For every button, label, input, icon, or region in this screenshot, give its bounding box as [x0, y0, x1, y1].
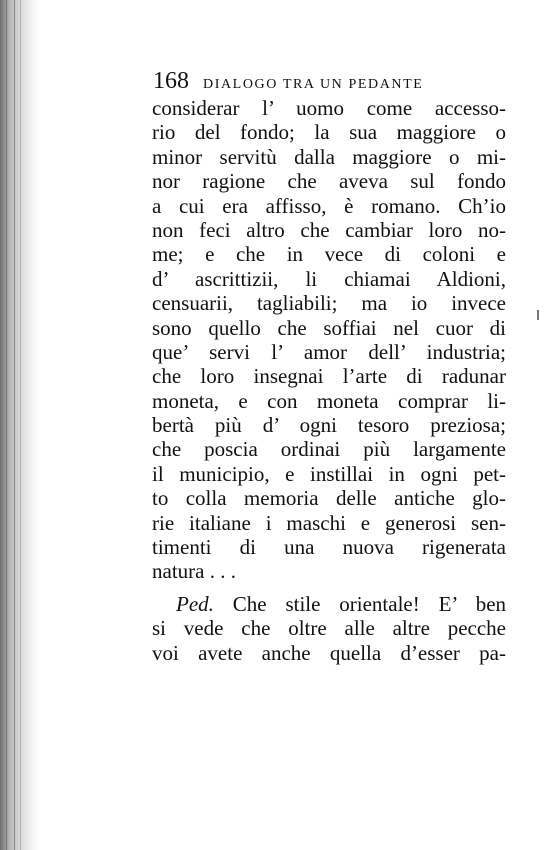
text-line: to colla memoria delle antiche glo-: [152, 486, 506, 511]
speech-text: Che stile orientale! E’ ben: [232, 591, 507, 616]
text-line: che poscia ordinai più largamente: [152, 437, 506, 462]
text-line: che loro insegnai l’arte di radunar: [152, 364, 506, 389]
spine-crease: [14, 0, 15, 850]
text-line: nor ragione che aveva sul fondo: [152, 169, 506, 194]
page-number: 168: [153, 68, 189, 94]
page-header: [153, 68, 503, 94]
text-line: sono quello che soffiai nel cuor di: [152, 315, 506, 340]
text-line: me; e che in vece di coloni e: [152, 242, 506, 267]
text-line: que’ servi l’ amor dell’ industria;: [152, 339, 506, 364]
margin-mark: [537, 310, 539, 320]
text-line: timenti di una nuova rigenerata: [152, 535, 506, 560]
text-line: non feci altro che cambiar loro no-: [152, 217, 506, 242]
text-line: il municipio, e instillai in ogni pet-: [152, 461, 506, 486]
text-line: a cui era affisso, è romano. Ch’io: [152, 193, 506, 218]
paragraph-gap: [152, 584, 506, 592]
running-head: DIALOGO TRA UN PEDANTE: [203, 77, 424, 92]
text-line: natura . . .: [152, 559, 236, 584]
spine-crease: [20, 0, 21, 850]
text-line: si vede che oltre alle altre pecche: [152, 616, 506, 641]
speech-line-speaker: [152, 592, 506, 616]
text-line: moneta, e con moneta comprar li-: [152, 388, 506, 413]
text-line: voi avete anche quella d’esser pa-: [152, 640, 506, 665]
text-line: bertà più d’ ogni tesoro preziosa;: [152, 413, 506, 438]
text-line: minor servitù dalla maggiore o mi-: [152, 144, 506, 169]
text-line: considerar l’ uomo come accesso-: [152, 96, 506, 120]
text-line: d’ ascrittizii, li chiamai Aldioni,: [152, 266, 506, 291]
text-line: rio del fondo; la sua maggiore o: [152, 120, 506, 145]
text-line: rie italiane i maschi e generosi sen-: [152, 510, 506, 535]
spine-crease: [6, 0, 7, 850]
body-text: [152, 96, 506, 665]
text-line: censuarii, tagliabili; ma io invece: [152, 291, 506, 316]
speaker-label: Ped.: [176, 591, 214, 616]
